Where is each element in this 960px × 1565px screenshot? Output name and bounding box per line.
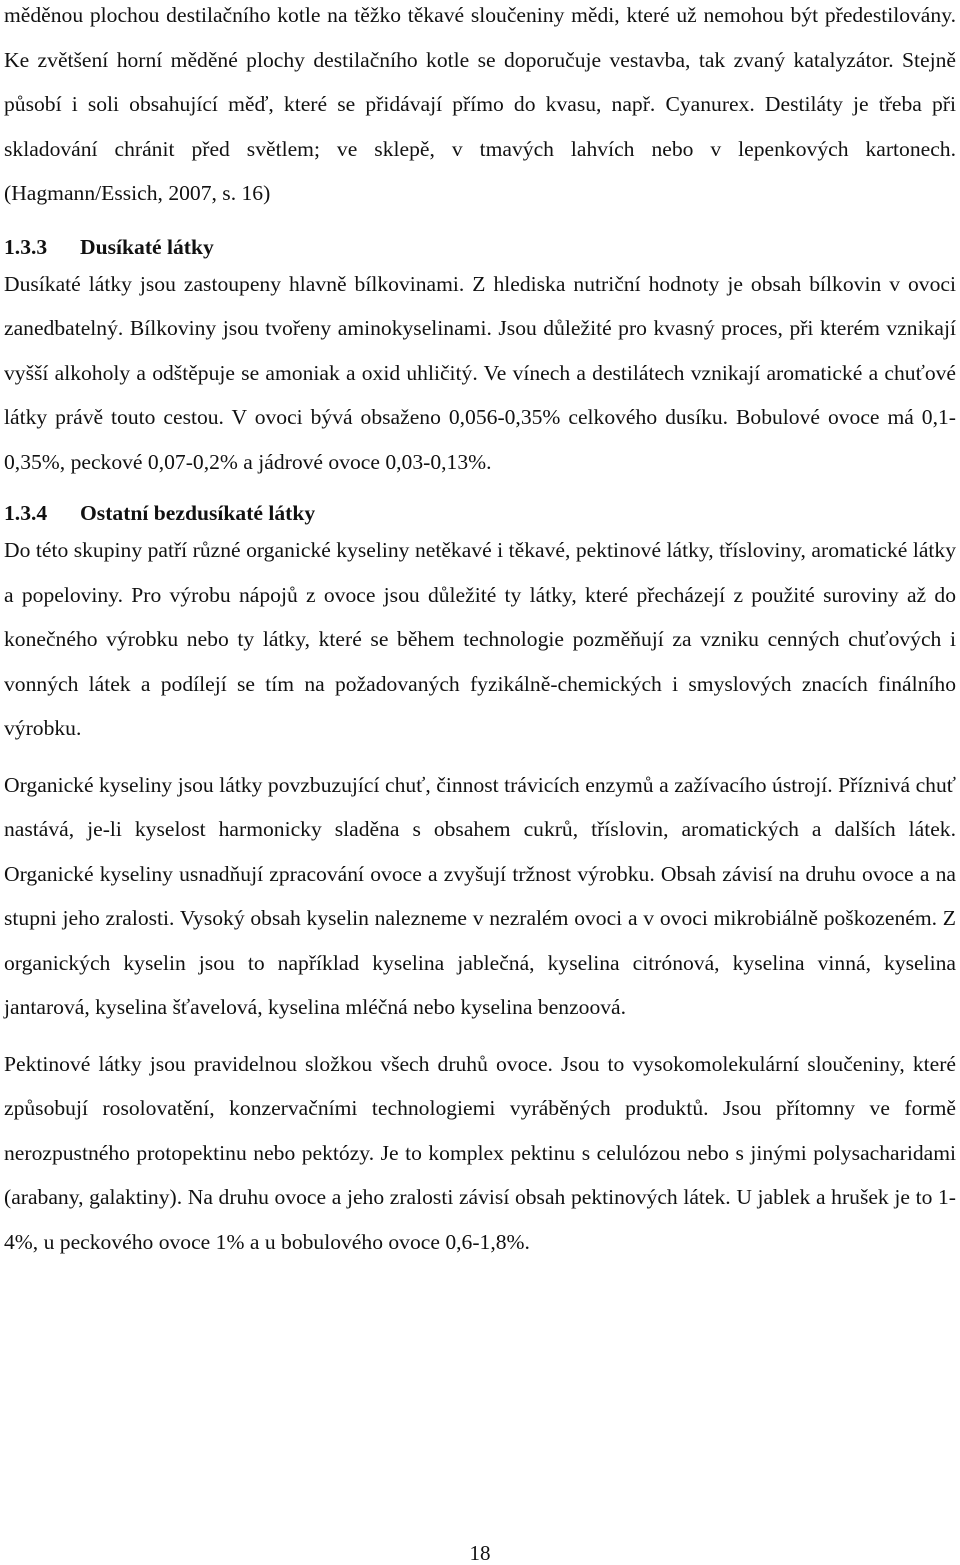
paragraph-nitrogenous-substances: Dusíkaté látky jsou zastoupeny hlavně bílkovinami. Z hlediska nutriční hodnoty je obsah bílkovin v ovoci zanedbatelný. Bílkoviny jsou tvořeny aminokyselinami. Jsou důležité pro kvasný proces, při kterém vznikají vyšší alkoholy a odštěpuje se amoniak a oxid uhličitý. Ve vínech a destilátech vznikají aromatické a chuťové látky právě touto cestou. V ovoci bývá obsaženo 0,056-0,35% celkového dusíku. Bobulové ovoce má 0,1-0,35%, peckové 0,07-0,2% a jádrové ovoce 0,03-0,13%. (4, 271, 956, 474)
page-number: 18 (469, 1541, 491, 1565)
section-heading-nitrogenous-substances (4, 232, 956, 262)
paragraph-substance-groups: Do této skupiny patří různé organické kyseliny netěkavé i těkavé, pektinové látky, třísloviny, aromatické látky a popeloviny. Pro výrobu nápojů z ovoce jsou důležité ty látky, které přecházejí z použité suroviny až do konečného výrobku nebo ty látky, které se během technologie pozměňují za vzniku cenných chuťových i vonných látek a podílejí se tím na požadovaných fyzikálně-chemických i smyslových znacích finálního výrobku. (4, 538, 956, 740)
paragraph-organic-acids: Organické kyseliny jsou látky povzbuzující chuť, činnost trávicích enzymů a zažívacího ústrojí. Příznivá chuť nastává, je-li kyselost harmonicky sladěna s obsahem cukrů, tříslovin, aromatických a dalších látek. Organické kyseliny usnadňují zpracování ovoce a zvyšují tržnost výrobku. Obsah závisí na druhu ovoce a na stupni jeho zralosti. Vysoký obsah kyselin nalezneme v nezralém ovoci a v ovoci mikrobiálně poškozeném. Z organických kyselin jsou to například kyselina jablečná, kyselina citrónová, kyselina vinná, kyselina jantarová, kyselina šťavelová, kyselina mléčná nebo kyselina benzoová. (4, 772, 956, 1019)
section-number: 1.3.4 (4, 501, 48, 525)
section-title: Ostatní bezdusíkaté látky (80, 501, 316, 525)
document-page (4, 0, 956, 1264)
section-heading-other-non-nitrogenous-substances (4, 498, 956, 528)
paragraph-pectin-substances: Pektinové látky jsou pravidelnou složkou všech druhů ovoce. Jsou to vysokomolekulární sloučeniny, které způsobují rosolovatění, konzervačními technologiemi vyráběných produktů. Jsou přítomny ve formě nerozpustného protopektinu nebo pektózy. Je to komplex pektinu s celulózou nebo s jinými polysacharidami (arabany, galaktiny). Na druhu ovoce a jeho zralosti závisí obsah pektinových látek. U jablek a hrušek je to 1-4%, u peckového ovoce 1% a u bobulového ovoce 0,6-1,8%. (4, 1051, 956, 1254)
section-number: 1.3.3 (4, 234, 48, 259)
section-title: Dusíkaté látky (80, 234, 214, 259)
paragraph-distillation-copper: měděnou plochou destilačního kotle na těžko těkavé sloučeniny mědi, které už nemohou být předestilovány. Ke zvětšení horní měděné plochy destilačního kotle se doporučuje vestavba, tak zvaný katalyzátor. Stejně působí i soli obsahující měď, které se přidávají přímo do kvasu, např. Cyanurex. Destiláty je třeba při skladování chránit před světlem; ve sklepě, v tmavých lahvích nebo v lepenkových kartonech. (Hagmann/Essich, 2007, s. 16) (4, 3, 956, 205)
